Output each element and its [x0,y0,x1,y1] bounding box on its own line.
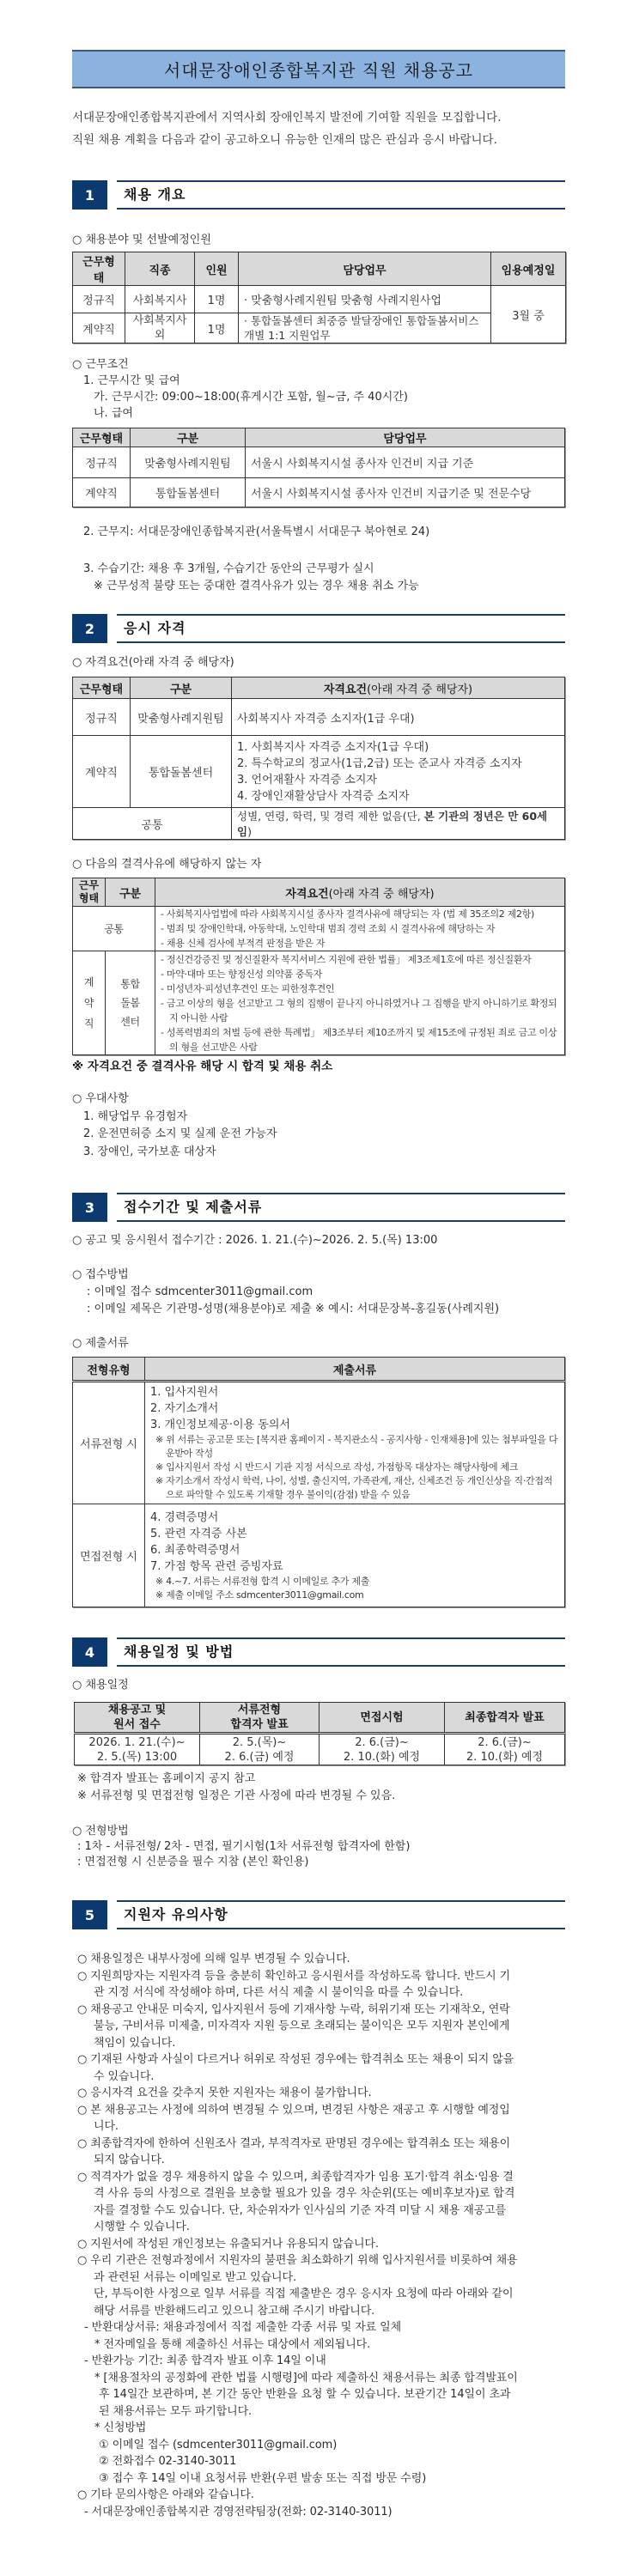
disqualification-item: - 사회복지사업법에 따라 사회복지시설 종사자 결격사유에 해당되는 자 (법 제 35조의2 제2항) [161,908,535,920]
intro-text [72,106,565,151]
notice-line: - 반환대상서류: 채용과정에서 직접 제출한 각종 서류 및 자료 일체 [84,2321,402,2334]
section-title: 응시 자격 [124,620,186,636]
section-number: 4 [72,1637,107,1667]
notice-item: ○ 최종합격자에 한하여 신원조사 결과, 부적격자로 판명된 경우에는 합격취소 또는 채용이 [77,2136,511,2150]
preference-item: 1. 해당업무 유경험자 [83,1109,188,1123]
cell: 공통 [73,808,232,840]
probation-text: 3. 수습기간: 채용 후 3개월, 수습기간 동안의 근무평가 실시 [83,562,374,575]
header-line: 채용공고 및 [107,1704,167,1716]
notice-line: 관 지정 서식에 작성해야 하며, 다른 서식 제출 시 불이익을 따를 수 있습니다. [94,1986,464,1999]
date-line: 2. 5.(목)~ [232,1735,287,1749]
document-note: ※ 제출 이메일 주소 sdmcenter3011@gmail.com [155,1589,364,1601]
notice-item: ○ 본 채용공고는 사정에 의하여 변경될 수 있으며, 변경된 사항은 재공고 후 시행할 예정입 [77,2103,510,2117]
disq-heading: ○ 다음의 결격사유에 해당하지 않는 자 [72,858,262,871]
notice-line: 불능, 구비서류 미제출, 미자격자 지원 등으로 초래되는 불이익은 모두 지원자 본인에게 [94,2020,510,2032]
disqualification-table [72,878,565,1055]
cell: 1명 [195,286,239,313]
retirement-age-text: 본 기관의 정년은 만 60세임 [237,810,548,838]
col-header: 근무형태 [73,252,125,286]
cell [232,808,565,840]
notice-line: 시행할 수 있습니다. [94,2221,190,2233]
docs-heading: ○ 제출서류 [72,1337,129,1350]
disqualification-item: - 미성년자·피성년후견인 또는 피한정후견인 [161,982,335,994]
application-method [72,1267,565,1318]
table-row [73,478,565,507]
table-row [73,699,565,736]
notice-item: ○ 지원희망자는 지원자격 등을 충분히 확인하고 응시원서를 작성하도록 합니다. 반드시 기 [77,1969,511,1983]
disqualification-item: - 범죄 및 장애인학대, 아동학대, 노인학대 범죄 경력 조회 시 결격사유에 해당하는 자 [161,923,496,934]
notice-line: * 신청방법 [94,2421,147,2434]
qualification-item: 1. 사회복지사 자격증 소지자(1급 우대) [237,740,429,754]
conditions-heading: ○ 근무조건 [72,358,129,371]
work-location: 2. 근무지: 서대문장애인종합복지관(서울특별시 서대문구 북아현로 24) [83,526,430,538]
header-line: 원서 접수 [113,1718,161,1731]
doc-notes [150,1575,559,1602]
cell: 통합돌봄센터 [131,478,246,507]
col-header [320,1703,445,1734]
col-header [155,878,565,907]
header-bold: 자격요건 [323,683,368,696]
cell: 맞춤형사례지원팀 [131,447,246,478]
notice-line: 된 채용서류는 모두 파기합니다. [99,2404,253,2418]
col-header [445,1703,565,1734]
notice-item: ○ 우리 기관은 전형과정에서 지원자의 불편을 최소화하기 위해 입사지원서를 비롯하여 채용 [77,2254,518,2267]
col-header: 직종 [125,252,195,286]
col-header [200,1703,320,1734]
table-row [73,808,565,840]
cell: 1명 [195,313,239,343]
method-heading: ○ 접수방법 [72,1268,129,1281]
schedule-note: ※ 합격자 발표는 홈페이지 공지 참고 [77,1772,256,1785]
text: 성별, 연령, 학력, 및 경력 제한 없음(단, [237,810,424,823]
notice-line: 책임이 있습니다. [94,2036,176,2050]
notice-item: ○ 채용공고 안내문 미숙지, 입사지원서 등에 기재사항 누락, 허위기재 또는 기재착오, 연락 [77,2002,510,2016]
col-header: 담당업무 [239,252,491,286]
recruit-heading: ○ 채용분야 및 선발예정인원 [72,234,211,246]
cell [145,1382,565,1504]
section-header-5 [72,1900,565,1929]
conditions-item: 가. 근무시간: 09:00~18:00(휴게시간 포함, 월~금, 주 40시간) [94,391,408,404]
section-header-1 [72,180,565,210]
notice-line: 단, 부득이한 사정으로 일부 서류를 직접 제출받은 경우 응시자 요청에 따라 아래와 같이 [94,2287,514,2300]
notice-line: 격 사유 등의 사정으로 결원을 보충할 필요가 있을 경우 차순위(또는 예비후보자)로 합격 [94,2187,515,2200]
conditions-item: 1. 근무시간 및 급여 [83,374,180,387]
notice-line: 해당 서류를 반환해드리고 있으니 참고해 주시기 바랍니다. [94,2304,375,2318]
notice-line: 과 관련된 서류는 이메일로 받고 있습니다. [94,2270,296,2284]
col-header [75,1703,200,1734]
selection-heading: ○ 전형방법 [72,1825,129,1838]
work-conditions [72,356,565,422]
doc-notes [150,1433,559,1502]
col-header: 근무 형태 [73,878,106,907]
notice-line: 되지 않습니다. [94,2154,165,2166]
col-header: 인원 [195,252,239,286]
disqualification-item: - 채용 신체 검사에 부적격 판정을 받은 자 [161,938,326,949]
cell: 정규직 [73,286,125,313]
cell: 사회복지사 외 [125,313,195,343]
col-header: 구분 [106,878,155,907]
header-line: 서류전형 [237,1704,282,1716]
col-header: 근무형태 [73,677,131,699]
document-note: ※ 4.~7. 서류는 서류전형 합격 시 이메일로 추가 제출 [155,1575,370,1587]
qualification-item: 2. 특수학교의 정교사(1급,2급) 또는 준교사 자격증 소지자 [237,756,522,770]
section-number: 3 [72,1193,107,1222]
table-row [73,447,565,478]
cell [155,907,565,951]
col-header: 담당업무 [246,428,565,447]
selection-item: : 1차 - 서류전형/ 2차 - 면접, 필기시험(1차 서류전형 합격자에 한함) [77,1840,411,1853]
date-line: 2. 5.(목) 13:00 [96,1750,178,1764]
document-item: 2. 자기소개서 [150,1402,219,1415]
table-row [75,1734,565,1765]
cell: 서류전형 시 [73,1382,145,1504]
section-number: 5 [72,1900,107,1929]
page-title: 서대문장애인종합복지관 직원 채용공고 [72,50,565,88]
notice-line: - 반환가능 기간: 최종 합격자 발표 이후 14일 이내 [84,2354,326,2367]
document-note: ※ 입사지원서 작성 시 반드시 기관 지정 서식으로 작성, 가점항목 대상자는 해당사항에 체크 [155,1461,519,1473]
notice-line: 수 있습니다. [94,2069,155,2083]
table-row [73,736,565,808]
document-item: 6. 최종학력증명서 [150,1543,240,1557]
selection-method [72,1824,565,1870]
notice-line: ① 이메일 접수 (sdmcenter3011@gmail.com) [99,2438,338,2451]
recruit-table [72,252,566,343]
notice-line: 후 14일간 보관하며, 본 기간 동안 반환을 요청 할 수 있습니다. 보관기간 14일이 초과 [99,2388,511,2401]
start-date-cell: 3월 중 [491,286,566,343]
col-header: 구분 [131,428,246,447]
cell [200,1734,320,1765]
header-rest: (아래 자격 중 해당자) [328,887,435,901]
preference [72,1091,565,1161]
cell [75,1734,200,1765]
notice-line: - 서대문장애인종합복지관 경영전략팀장(전화: 02-3140-3011) [84,2505,393,2518]
cell: · 통합돌봄센터 최중증 발달장애인 통합돌봄서비스 개별 1:1 지원업무 [239,313,491,343]
schedule-table [74,1702,565,1765]
document-item: 4. 경력증명서 [150,1510,219,1524]
date-line: 2. 10.(화) 예정 [343,1750,421,1764]
date-line: 2. 10.(화) 예정 [466,1750,544,1764]
header-bold: 자격요건 [285,887,329,901]
disqualification-item: - 정신건강증진 및 정신질환자 복지서비스 지원에 관한 법률」 제3조제1호에 따른 정신질환자 [161,953,532,965]
col-header: 임용예정일 [491,252,566,286]
cell: 면접전형 시 [73,1504,145,1607]
section-title: 지원자 유의사항 [124,1906,228,1923]
table-row [73,1504,565,1607]
document-item: 3. 개인정보제공·이용 동의서 [150,1419,290,1431]
qualification-table [72,677,565,840]
cell [155,951,565,1055]
section-number: 2 [72,614,107,643]
documents-table [72,1357,565,1607]
section-header-2 [72,614,565,643]
notice-item: ○ 적격자가 없을 경우 채용하지 않을 수 있으며, 최종합격자가 임용 포기·합격 취소·임용 결 [77,2170,514,2184]
qualification-item: 4. 장애인재활상담사 자격증 소지자 [237,789,410,803]
table-row [73,951,565,1055]
schedule-note: ※ 서류전형 및 면접전형 일정은 기관 사정에 따라 변경될 수 있음. [77,1789,396,1802]
selection-item: : 면접전형 시 신분증을 필수 지참 (본인 확인용) [77,1856,309,1868]
cell [145,1504,565,1607]
method-item: : 이메일 제목은 기관명-성명(채용분야)로 제출 ※ 예시: 서대문장복-홍길동(사례지원) [87,1303,500,1315]
schedule-notes [72,1771,570,1805]
doc-list [150,1510,559,1575]
col-header: 근무형태 [73,428,131,447]
notice-item: ○ 기타 문의사항은 아래와 같습니다. [77,2488,254,2501]
notice-item: ○ 지원서에 작성된 개인정보는 유출되거나 유용되지 않습니다. [77,2237,379,2251]
disqualification-item: - 성폭력범죄의 처벌 등에 관한 특례법」 제3조부터 제10조까지 및 제15조에 규정된 죄로 금고 이상의 형을 선고받은 사람 [161,1026,557,1053]
section-title: 채용 개요 [124,186,186,203]
document-note: ※ 위 서류는 공고문 또는 [복지관 홈페이지 - 복지관소식 - 공지사항 - 인재채용]에 있는 첨부파일을 다운받아 작성 [155,1434,558,1459]
table-row [73,286,566,313]
date-line: 2. 6.(금)~ [478,1735,532,1749]
cell: 통합 돌봄 센터 [106,951,155,1055]
cell: 서울시 사회복지시설 종사자 인건비 지급기준 및 전문수당 [246,478,565,507]
document-item: 5. 관련 자격증 사본 [150,1527,247,1540]
cell: 계약직 [73,736,131,808]
schedule-heading: ○ 채용일정 [72,1679,129,1692]
application-period: ○ 공고 및 응시원서 접수기간 : 2026. 1. 21.(수)~2026. 2. 5.(목) 13:00 [72,1234,438,1247]
cell [445,1734,565,1765]
section-header-4 [72,1637,565,1667]
preference-heading: ○ 우대사항 [72,1092,129,1105]
notice-line: ③ 접수 후 14일 이내 요청서류 반환(우편 발송 또는 직접 방문 수령) [99,2471,427,2485]
preference-item: 3. 장애인, 국가보훈 대상자 [83,1145,216,1158]
date-line: 2. 6.(금)~ [355,1735,409,1749]
doc-list [150,1384,559,1433]
qualification-item: 3. 언어재활사 자격증 소지자 [237,773,377,787]
cell [232,736,565,808]
header-line: 합격자 발표 [230,1718,289,1731]
table-row [73,907,565,951]
table-row [73,1382,565,1504]
probation-note: ※ 근무성적 불량 또는 중대한 결격사유가 있는 경우 채용 취소 가능 [94,580,419,592]
date-line: 2026. 1. 21.(수)~ [88,1735,186,1749]
applicant-notes [72,1951,565,2520]
cell: 공통 [73,907,155,951]
notice-line: 니다. [94,2120,119,2133]
method-item: : 이메일 접수 sdmcenter3011@gmail.com [87,1285,313,1298]
conditions-item: 나. 급여 [94,407,133,420]
probation [72,561,565,595]
cell: 계약직 [73,313,125,343]
header-line: 면접시험 [360,1710,404,1724]
notice-item: ○ 기재된 사항과 사실이 다르거나 허위로 작성된 경우에는 합격취소 또는 채용이 되지 않을 [77,2053,514,2066]
section-title: 접수기간 및 제출서류 [124,1199,263,1215]
text: ) [247,825,252,838]
notice-line: ② 전화접수 02-3140-3011 [99,2455,237,2468]
notice-line: 자를 결정할 수도 있습니다. 단, 차순위자가 인사심의 기준 자격 미달 시 채용 재공고를 [94,2203,507,2217]
section-header-3 [72,1193,565,1222]
notice-item: ○ 응시자격 요건을 갖추지 못한 지원자는 채용이 불가합니다. [77,2087,372,2099]
cell: 맞춤형사례지원팀 [131,699,232,736]
cell: 사회복지사 자격증 소지자(1급 우대) [232,699,565,736]
header-line: 최종합격자 발표 [465,1710,545,1724]
section-number: 1 [72,180,107,210]
col-header: 제출서류 [145,1358,565,1382]
col-header: 전형유형 [73,1358,145,1382]
document-item: 1. 입사지원서 [150,1386,219,1399]
cell: 계 약 직 [73,951,106,1055]
cell: 계약직 [73,478,131,507]
cell: 사회복지사 [125,286,195,313]
document-item: 7. 가점 항목 관련 증빙자료 [150,1559,283,1573]
cell [320,1734,445,1765]
header-rest: (아래 자격 중 해당자) [367,683,473,696]
pay-table [72,428,565,507]
date-line: 2. 6.(금) 예정 [224,1750,295,1764]
section-title: 채용일정 및 방법 [124,1643,234,1660]
cell: 서울시 사회복지시설 종사자 인건비 지급 기준 [246,447,565,478]
disqualification-item: - 금고 이상의 형을 선고받고 그 형의 집행이 끝나지 아니하였거나 그 집행을 받지 아니하기로 확정되지 아니한 사람 [161,997,557,1024]
notice-item: ○ 채용일정은 내부사정에 의해 일부 변경될 수 있습니다. [77,1953,350,1965]
col-header [232,677,565,699]
preference-item: 2. 운전면허증 소지 및 실제 운전 가능자 [83,1127,277,1140]
notice-line: * 전자메일을 통해 제출하신 서류는 대상에서 제외됩니다. [94,2337,371,2351]
text-line: 직원 채용 계획을 다음과 같이 공고하오니 유능한 인재의 많은 관심과 응시 바랍니다. [72,133,497,147]
cell: 정규직 [73,699,131,736]
cell: 정규직 [73,447,131,478]
document-note: ※ 자기소개서 작성시 학력, 나이, 성별, 출신지역, 가족관계, 재산, 신체조건 등 개인신상을 직·간접적으로 파악할 수 있도록 기재할 경우 불이익(감점) 받을 수 있음 [155,1475,553,1500]
text-line: 서대문장애인종합복지관에서 지역사회 장애인복지 발전에 기여할 직원을 모집합니다. [72,111,502,125]
cell: 통합돌봄센터 [131,736,232,808]
cell: · 맞춤형사례지원팀 맞춤형 사례지원사업 [239,286,491,313]
disqualification-item: - 마약·대마 또는 향정신성 의약품 중독자 [161,968,323,980]
disq-note: ※ 자격요건 중 결격사유 해당 시 합격 및 채용 취소 [72,1060,333,1073]
notice-line: * [채용절차의 공정화에 관한 법률 시행령]에 따라 제출하신 채용서류는 최종 합격발표이 [94,2371,518,2385]
qual-heading: ○ 자격요건(아래 자격 중 해당자) [72,656,234,669]
col-header: 구분 [131,677,232,699]
